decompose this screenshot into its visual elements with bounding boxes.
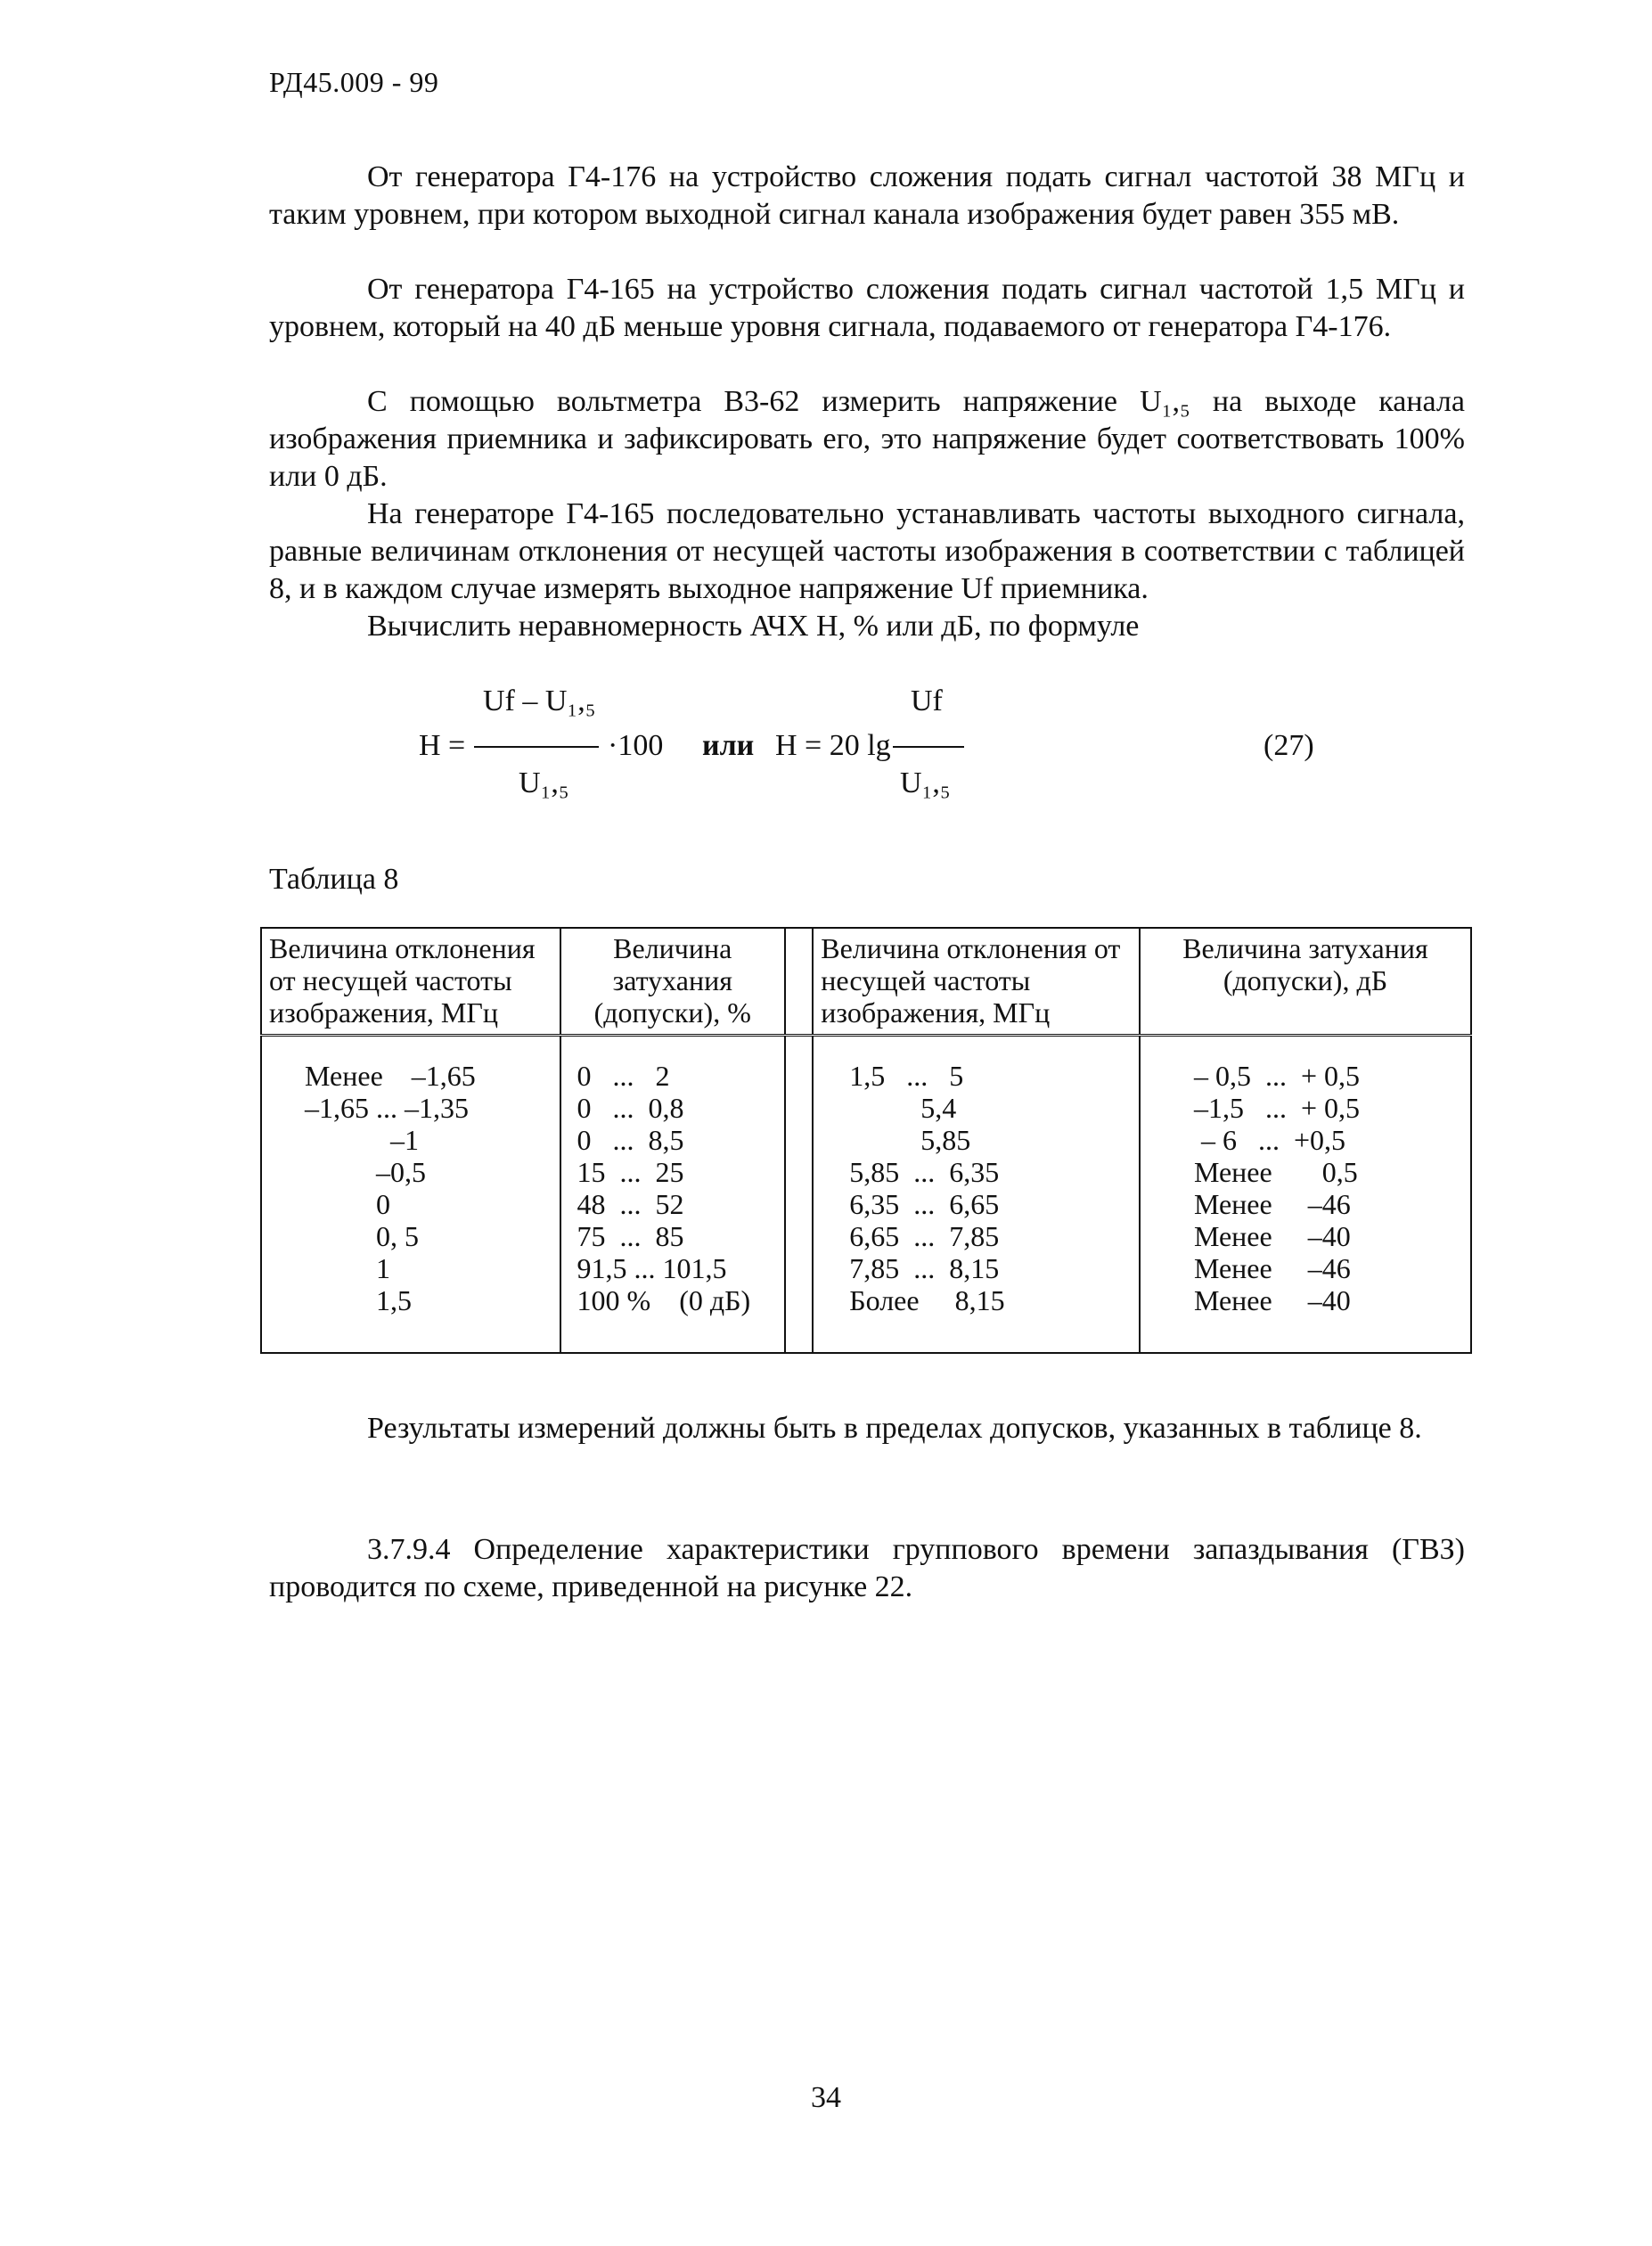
table-cell: 0 ... 2 [577, 1060, 670, 1092]
table-cell: – 6 ... +0,5 [1193, 1124, 1345, 1156]
formula-multiplier: ·100 [608, 729, 664, 762]
formula-number: (27) [1264, 729, 1314, 762]
table-cell: Менее 0,5 [1193, 1156, 1358, 1188]
table-cell: Менее –40 [1193, 1220, 1351, 1252]
formula-lhs-1: Н = [419, 729, 466, 762]
header-deviation-mhz-2: Величина отклонения от несущей частоты изображения, МГц [813, 928, 1140, 1036]
paragraph-results: Результаты измерений должны быть в пределах допусков, указанных в таблице 8. [367, 1412, 1422, 1445]
table-cell: 100 % (0 дБ) [577, 1284, 751, 1316]
formula-or: или [702, 729, 755, 762]
paragraph-voltmeter: С помощью вольтметра В3-62 измерить напряжение U₁,₅ на выходе канала изображения приемника и зафиксировать его, это напряжение будет соответствовать 100% или 0 дБ. [269, 385, 1465, 493]
table-cell: 1,5 ... 5 [849, 1060, 964, 1092]
table-cell: –0,5 [305, 1156, 426, 1188]
table-caption: Таблица 8 [269, 863, 399, 896]
formula-lhs-2: Н = 20 lg [775, 729, 891, 762]
header-deviation-mhz-1: Величина отклонения от несущей частоты изображения, МГц [261, 928, 560, 1036]
table-body-row [261, 1036, 1471, 1354]
table-cell: –1,65 ... –1,35 [305, 1092, 469, 1124]
table-cell: Менее –40 [1193, 1284, 1351, 1316]
tolerance-table [260, 927, 1472, 1354]
formula-denominator-1: U₁,₅ [519, 766, 569, 799]
col-deviation-mhz-2 [813, 1036, 1140, 1354]
paragraph-group-delay: 3.7.9.4 Определение характеристики группового времени запаздывания (ГВЗ) проводится по схеме, приведенной на рисунке 22. [269, 1533, 1465, 1603]
formula-denominator-2: U₁,₅ [900, 766, 951, 799]
table-cell: 1 [305, 1252, 390, 1284]
table-cell: 0 [305, 1188, 390, 1220]
paragraph-formula-intro: Вычислить неравномерность АЧХ Н, % или дБ, по формуле [367, 610, 1140, 643]
table-cell: –1 [305, 1124, 419, 1156]
paragraph-frequencies: На генераторе Г4-165 последовательно устанавливать частоты выходного сигнала, равные величинам отклонения от несущей частоты изображения в соответствии с таблицей 8, и в каждом случае измерять выходное напряжение Uf приемника. [269, 497, 1465, 605]
document-code: РД45.009 - 99 [269, 66, 439, 98]
paragraph-generator-g4-165: От генератора Г4-165 на устройство сложения подать сигнал частотой 1,5 МГц и уровнем, который на 40 дБ меньше уровня сигнала, подаваемого от генератора Г4-176. [269, 273, 1465, 343]
table-cell: 0, 5 [305, 1220, 419, 1252]
table-cell: 6,65 ... 7,85 [849, 1220, 1000, 1252]
table-header-row [261, 928, 1471, 1036]
table-cell: Более 8,15 [849, 1284, 1005, 1316]
table-cell: 91,5 ... 101,5 [577, 1252, 727, 1284]
col-attenuation-db [1140, 1036, 1471, 1354]
table-cell: 0 ... 0,8 [577, 1092, 684, 1124]
table-cell: 0 ... 8,5 [577, 1124, 684, 1156]
table-column-divider [785, 928, 813, 1036]
table-cell: 5,85 [849, 1124, 971, 1156]
table-cell: 6,35 ... 6,65 [849, 1188, 1000, 1220]
table-cell: Менее –1,65 [305, 1060, 476, 1092]
col-deviation-mhz-1 [261, 1036, 560, 1354]
col-attenuation-percent [560, 1036, 785, 1354]
table-cell: Менее –46 [1193, 1252, 1351, 1284]
table-cell: 5,4 [849, 1092, 957, 1124]
table-column-divider [785, 1036, 813, 1354]
header-attenuation-percent: Величина затухания (допуски), % [560, 928, 785, 1036]
table-cell: –1,5 ... + 0,5 [1193, 1092, 1360, 1124]
formula-27 [419, 684, 1470, 818]
table-cell: – 0,5 ... + 0,5 [1193, 1060, 1360, 1092]
page-number: 34 [811, 2081, 841, 2114]
table-cell: 75 ... 85 [577, 1220, 684, 1252]
formula-numerator-1: Uf – U₁,₅ [483, 684, 596, 717]
table-cell: 15 ... 25 [577, 1156, 684, 1188]
table-cell: 48 ... 52 [577, 1188, 684, 1220]
header-attenuation-db: Величина затухания (допуски), дБ [1140, 928, 1471, 1036]
fraction-bar-1 [474, 746, 599, 748]
table-cell: 5,85 ... 6,35 [849, 1156, 1000, 1188]
table-cell: 7,85 ... 8,15 [849, 1252, 1000, 1284]
paragraph-generator-g4-176: От генератора Г4-176 на устройство сложения подать сигнал частотой 38 МГц и таким уровнем, при котором выходной сигнал канала изображения будет равен 355 мВ. [269, 160, 1465, 231]
formula-numerator-2: Uf [911, 684, 943, 717]
fraction-bar-2 [893, 746, 964, 748]
table-cell: Менее –46 [1193, 1188, 1351, 1220]
table-cell: 1,5 [305, 1284, 412, 1316]
